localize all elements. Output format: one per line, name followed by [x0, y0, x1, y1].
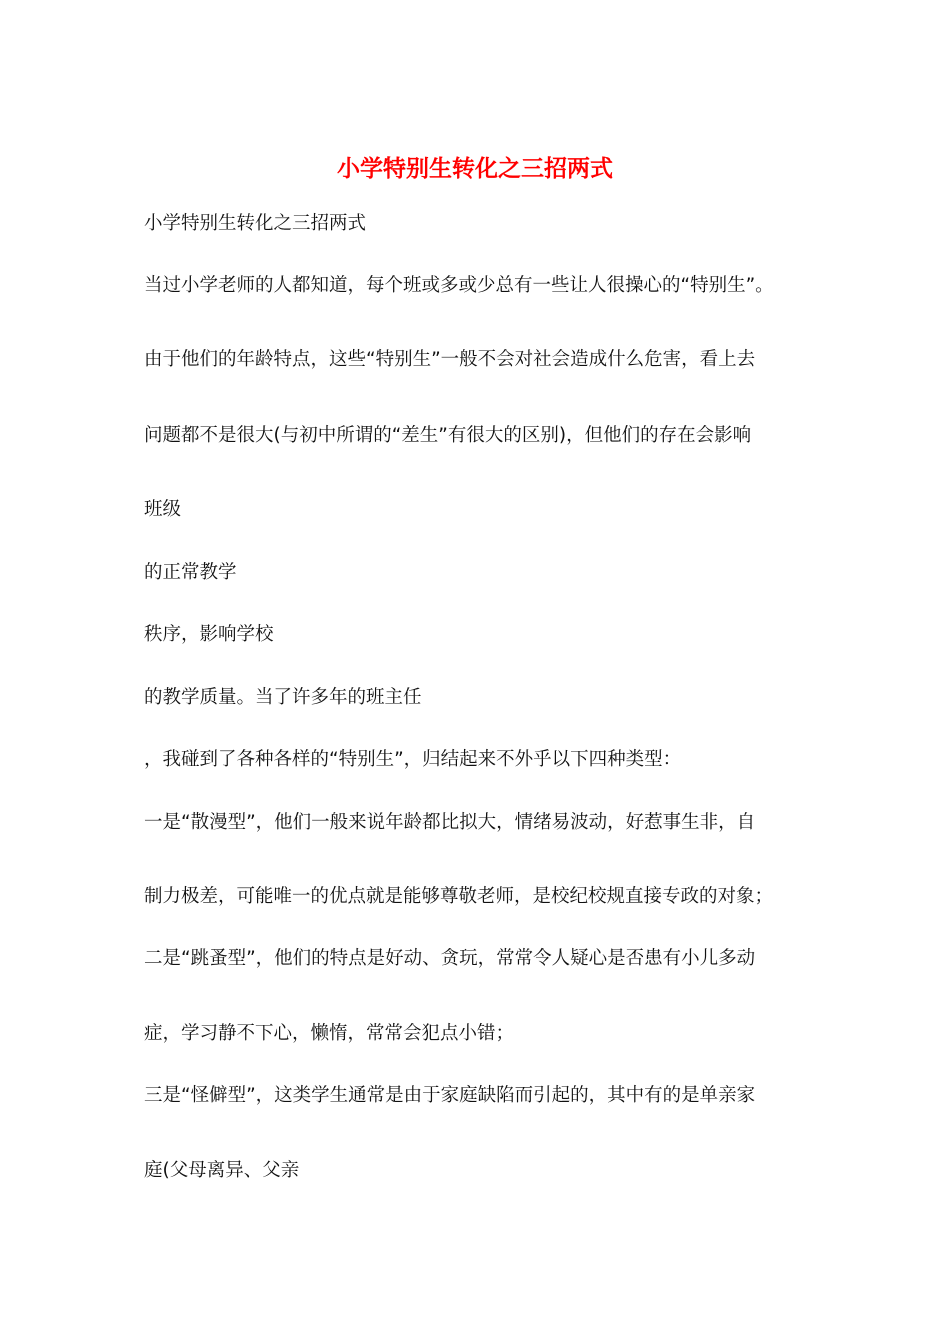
paragraph-line: 一是“散漫型”，他们一般来说年龄都比拟大，情绪易波动，好惹事生非，自 [144, 812, 756, 833]
paragraph-line: 症，学习静不下心，懒惰，常常会犯点小错； [144, 1023, 515, 1044]
paragraph-line: 二是“跳蚤型”，他们的特点是好动、贪玩，常常令人疑心是否患有小儿多动 [144, 948, 756, 969]
paragraph-line: 当过小学老师的人都知道，每个班或多或少总有一些让人很操心的“特别生”。 [144, 275, 774, 296]
paragraph-line: 班级 [144, 499, 182, 520]
paragraph-line: ，我碰到了各种各样的“特别生”，归结起来不外乎以下四种类型： [144, 749, 682, 770]
paragraph-line: 三是“怪僻型”，这类学生通常是由于家庭缺陷而引起的，其中有的是单亲家 [144, 1085, 756, 1106]
paragraph-line: 庭(父母离异、父亲 [144, 1160, 300, 1181]
paragraph-line: 的教学质量。当了许多年的班主任 [144, 687, 422, 708]
document-title: 小学特别生转化之三招两式 [337, 155, 613, 182]
paragraph-line: 问题都不是很大(与初中所谓的“差生”有很大的区别)，但他们的存在会影响 [144, 425, 752, 446]
paragraph-line: 小学特别生转化之三招两式 [144, 213, 367, 234]
paragraph-line: 秩序，影响学校 [144, 624, 274, 645]
paragraph-line: 由于他们的年龄特点，这些“特别生”一般不会对社会造成什么危害，看上去 [144, 349, 756, 370]
paragraph-line: 的正常教学 [144, 562, 237, 583]
paragraph-line: 制力极差，可能唯一的优点就是能够尊敬老师，是校纪校规直接专政的对象； [144, 886, 774, 907]
